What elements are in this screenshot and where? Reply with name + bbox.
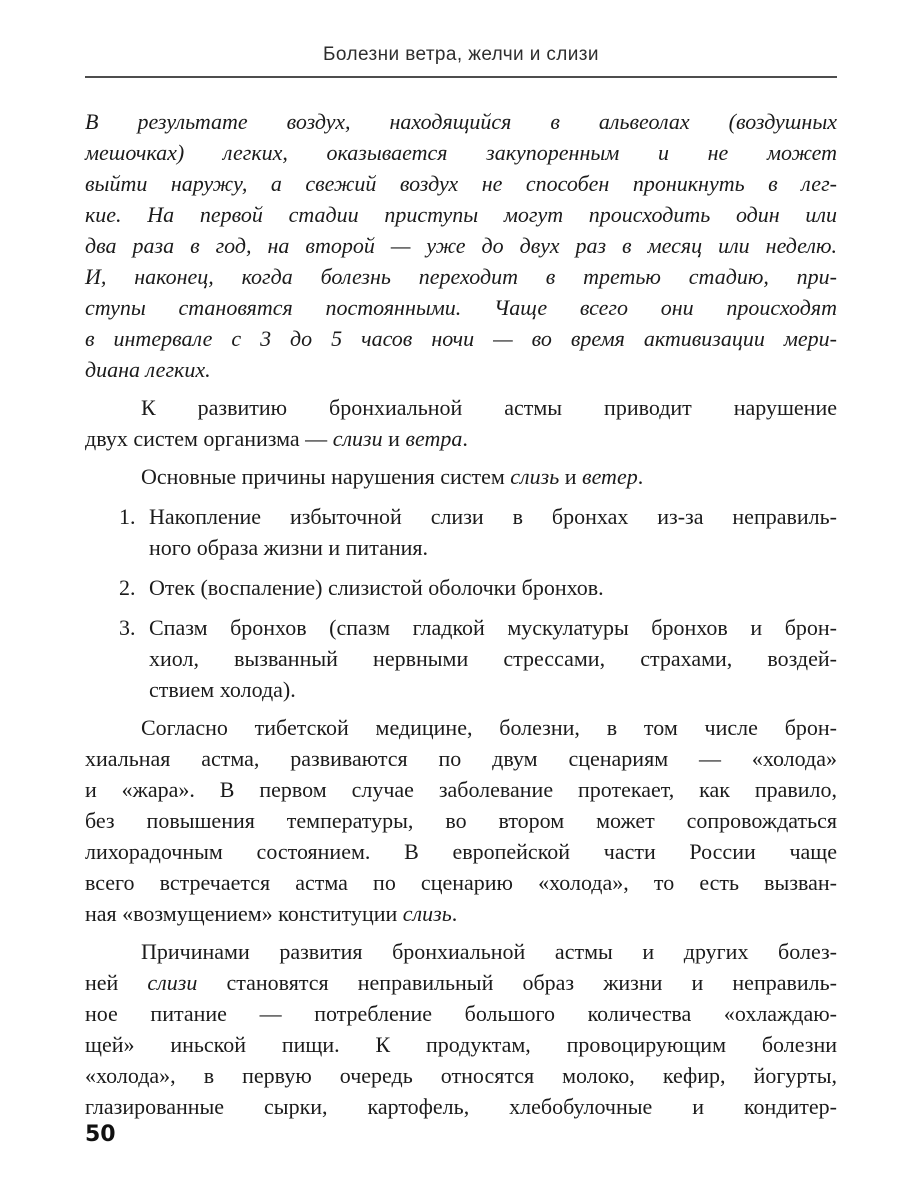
list-item-text (149, 501, 837, 563)
text-line: ная «возмущением» конституции слизь. (85, 901, 458, 926)
emphasized-term: ветра (405, 426, 463, 451)
text-line: ней слизи становятся неправильный образ жизни и неправиль- (85, 970, 837, 995)
list-item-number: 2. (119, 575, 136, 600)
text-line: выйти наружу, а свежий воздух не способен проникнуть в лег- (85, 171, 837, 196)
text-line: И, наконец, когда болезнь переходит в третью стадию, при- (85, 264, 837, 289)
list-item-number: 1. (119, 504, 136, 529)
text-line: Основные причины нарушения систем слизь и ветер. (141, 464, 644, 489)
list-item (85, 612, 837, 705)
text-line: ного образа жизни и питания. (149, 535, 429, 560)
emphasized-term: слизи (332, 426, 383, 451)
header-divider (85, 76, 837, 78)
text-line: два раза в год, на второй — уже до двух раз в месяц или неделю. (85, 233, 837, 258)
text-line: хиальная астма, развиваются по двум сценариям — «холода» (85, 746, 837, 771)
text-line: мешочках) легких, оказывается закупоренным и не может (85, 140, 837, 165)
list-item-number: 3. (119, 615, 136, 640)
paragraph (85, 461, 837, 492)
text-line: Согласно тибетской медицине, болезни, в том числе брон- (141, 715, 837, 740)
paragraph (85, 392, 837, 454)
text-line: щей» иньской пищи. К продуктам, провоцирующим болезни (85, 1032, 837, 1057)
text-line: всего встречается астма по сценарию «холода», то есть вызван- (85, 870, 837, 895)
text-line: В результате воздух, находящийся в альвеолах (воздушных (85, 109, 837, 134)
emphasized-term: слизь (402, 901, 452, 926)
text-line: глазированные сырки, картофель, хлебобулочные и кондитер- (85, 1094, 837, 1119)
list-item-text (149, 572, 837, 603)
text-line: ное питание — потребление большого количества «охлаждаю- (85, 1001, 837, 1026)
paragraph (85, 106, 837, 385)
running-header-title: Болезни ветра, желчи и слизи (323, 44, 599, 65)
text-line: лихорадочным состоянием. В европейской части России чаще (85, 839, 837, 864)
page-number: 50 (85, 1122, 116, 1147)
text-line: ступы становятся постоянными. Чаще всего они происходят (85, 295, 837, 320)
emphasized-term: слизи (147, 970, 198, 995)
text-line: К развитию бронхиальной астмы приводит нарушение (141, 395, 837, 420)
text-line: Причинами развития бронхиальной астмы и других болез- (141, 939, 837, 964)
text-line: Отек (воспаление) слизистой оболочки бронхов. (149, 575, 604, 600)
text-line: Спазм бронхов (спазм гладкой мускулатуры бронхов и брон- (149, 615, 837, 640)
text-line: кие. На первой стадии приступы могут происходить один или (85, 202, 837, 227)
list-item (85, 501, 837, 563)
text-line: в интервале с 3 до 5 часов ночи — во время активизации мери- (85, 326, 837, 351)
list-item-text (149, 612, 837, 705)
text-line: диана легких. (85, 357, 211, 382)
emphasized-term: ветер (582, 464, 638, 489)
text-line: ствием холода). (149, 677, 296, 702)
text-line: и «жара». В первом случае заболевание протекает, как правило, (85, 777, 837, 802)
emphasized-term: слизь (510, 464, 560, 489)
text-line: без повышения температуры, во втором может сопровождаться (85, 808, 837, 833)
page-body (85, 106, 837, 1122)
text-line: Накопление избыточной слизи в бронхах из-за неправиль- (149, 504, 837, 529)
list-item (85, 572, 837, 603)
text-line: двух систем организма — слизи и ветра. (85, 426, 468, 451)
paragraph (85, 712, 837, 929)
text-line: хиол, вызванный нервными стрессами, страхами, воздей- (149, 646, 837, 671)
paragraph (85, 936, 837, 1122)
text-line: «холода», в первую очередь относятся молоко, кефир, йогурты, (85, 1063, 837, 1088)
